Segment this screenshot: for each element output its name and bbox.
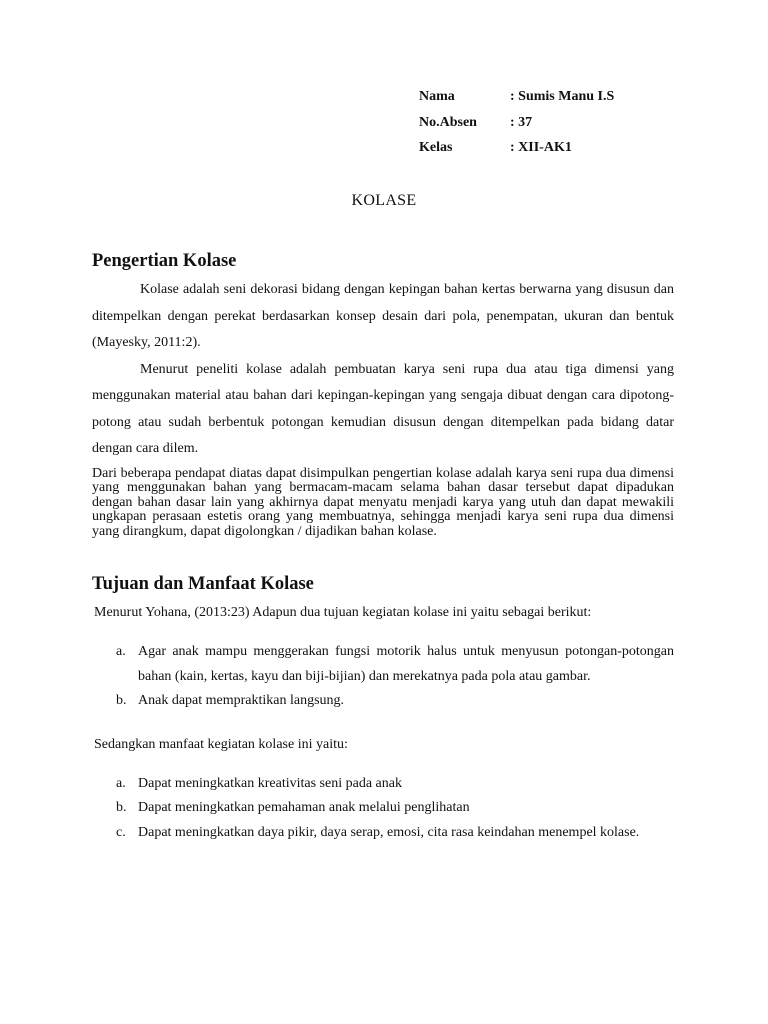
identity-label: Kelas — [419, 140, 453, 155]
list-marker: b. — [116, 693, 127, 708]
goals-intro: Menurut Yohana, (2013:23) Adapun dua tujuan kegiatan kolase ini yaitu sebagai berikut: — [94, 605, 592, 620]
benefits-intro: Sedangkan manfaat kegiatan kolase ini yaitu: — [94, 736, 348, 752]
identity-value: : XII-AK1 — [510, 140, 572, 155]
list-item — [92, 796, 674, 821]
list-marker: c. — [116, 824, 126, 840]
list-item-text: Anak dapat mempraktikan langsung. — [138, 693, 345, 708]
list-item — [92, 821, 674, 846]
document-title: KOLASE — [351, 192, 417, 209]
identity-row-absen — [419, 114, 614, 140]
list-marker: b. — [116, 800, 127, 815]
paragraph: Kolase adalah seni dekorasi bidang dengan kepingan bahan kertas berwarna yang disusun dan ditempelkan dengan perekat berdasarkan konsep desain dari pola, penempatan, ukuran dan bentuk (Mayesky, 2011:2). — [92, 282, 674, 350]
goals-list — [92, 640, 674, 714]
paragraph-summary: Dari beberapa pendapat diatas dapat disimpulkan pengertian kolase adalah karya seni rupa dua dimensi yang menggunakan bahan yang bermacam-macam selama bahan dasar tersebut dapat dipadukan dengan bahan dasar lain yang akhirnya dapat menyatu menjadi karya yang utuh dan dapat mewakili ungkapan perasaan estetis orang yang membuatnya, sehingga menjadi karya seni rupa dua dimensi yang dirangkum, dapat digolongkan / dijadikan bahan kolase. — [92, 465, 674, 539]
section-heading: Tujuan dan Manfaat Kolase — [92, 574, 314, 594]
list-item-text: Dapat meningkatkan pemahaman anak melalui penglihatan — [138, 800, 470, 815]
list-item-text: Dapat meningkatkan kreativitas seni pada anak — [138, 775, 402, 791]
section-heading: Pengertian Kolase — [92, 251, 237, 271]
list-item — [92, 772, 674, 797]
list-item — [92, 689, 674, 714]
identity-label: Nama — [419, 89, 455, 104]
list-item-text: Dapat meningkatkan daya pikir, daya serap, emosi, cita rasa keindahan menempel kolase. — [138, 824, 640, 840]
list-item — [92, 640, 674, 689]
list-marker: a. — [116, 644, 126, 659]
section-pengertian — [92, 250, 674, 539]
student-identity — [419, 88, 614, 165]
list-marker: a. — [116, 775, 126, 791]
identity-value: : Sumis Manu I.S — [510, 89, 615, 104]
paragraph: Menurut peneliti kolase adalah pembuatan karya seni rupa dua atau tiga dimensi yang menggunakan material atau bahan dari kepingan-kepingan yang sengaja dibuat dengan cara dipotong-potong atau sudah berbentuk potongan kemudian disusun dengan ditempelkan pada bidang datar dengan cara dilem. — [92, 361, 674, 456]
benefits-list — [92, 772, 674, 846]
identity-row-name — [419, 88, 614, 114]
list-item-text: Agar anak mampu menggerakan fungsi motorik halus untuk menyusun potongan-potongan bahan (kain, kertas, kayu dan biji-bijian) dan merekatnya pada pola atau gambar. — [138, 644, 674, 684]
identity-row-class — [419, 139, 614, 165]
identity-label: No.Absen — [419, 114, 477, 130]
identity-value: : 37 — [510, 114, 533, 130]
section-tujuan-manfaat — [92, 573, 674, 845]
